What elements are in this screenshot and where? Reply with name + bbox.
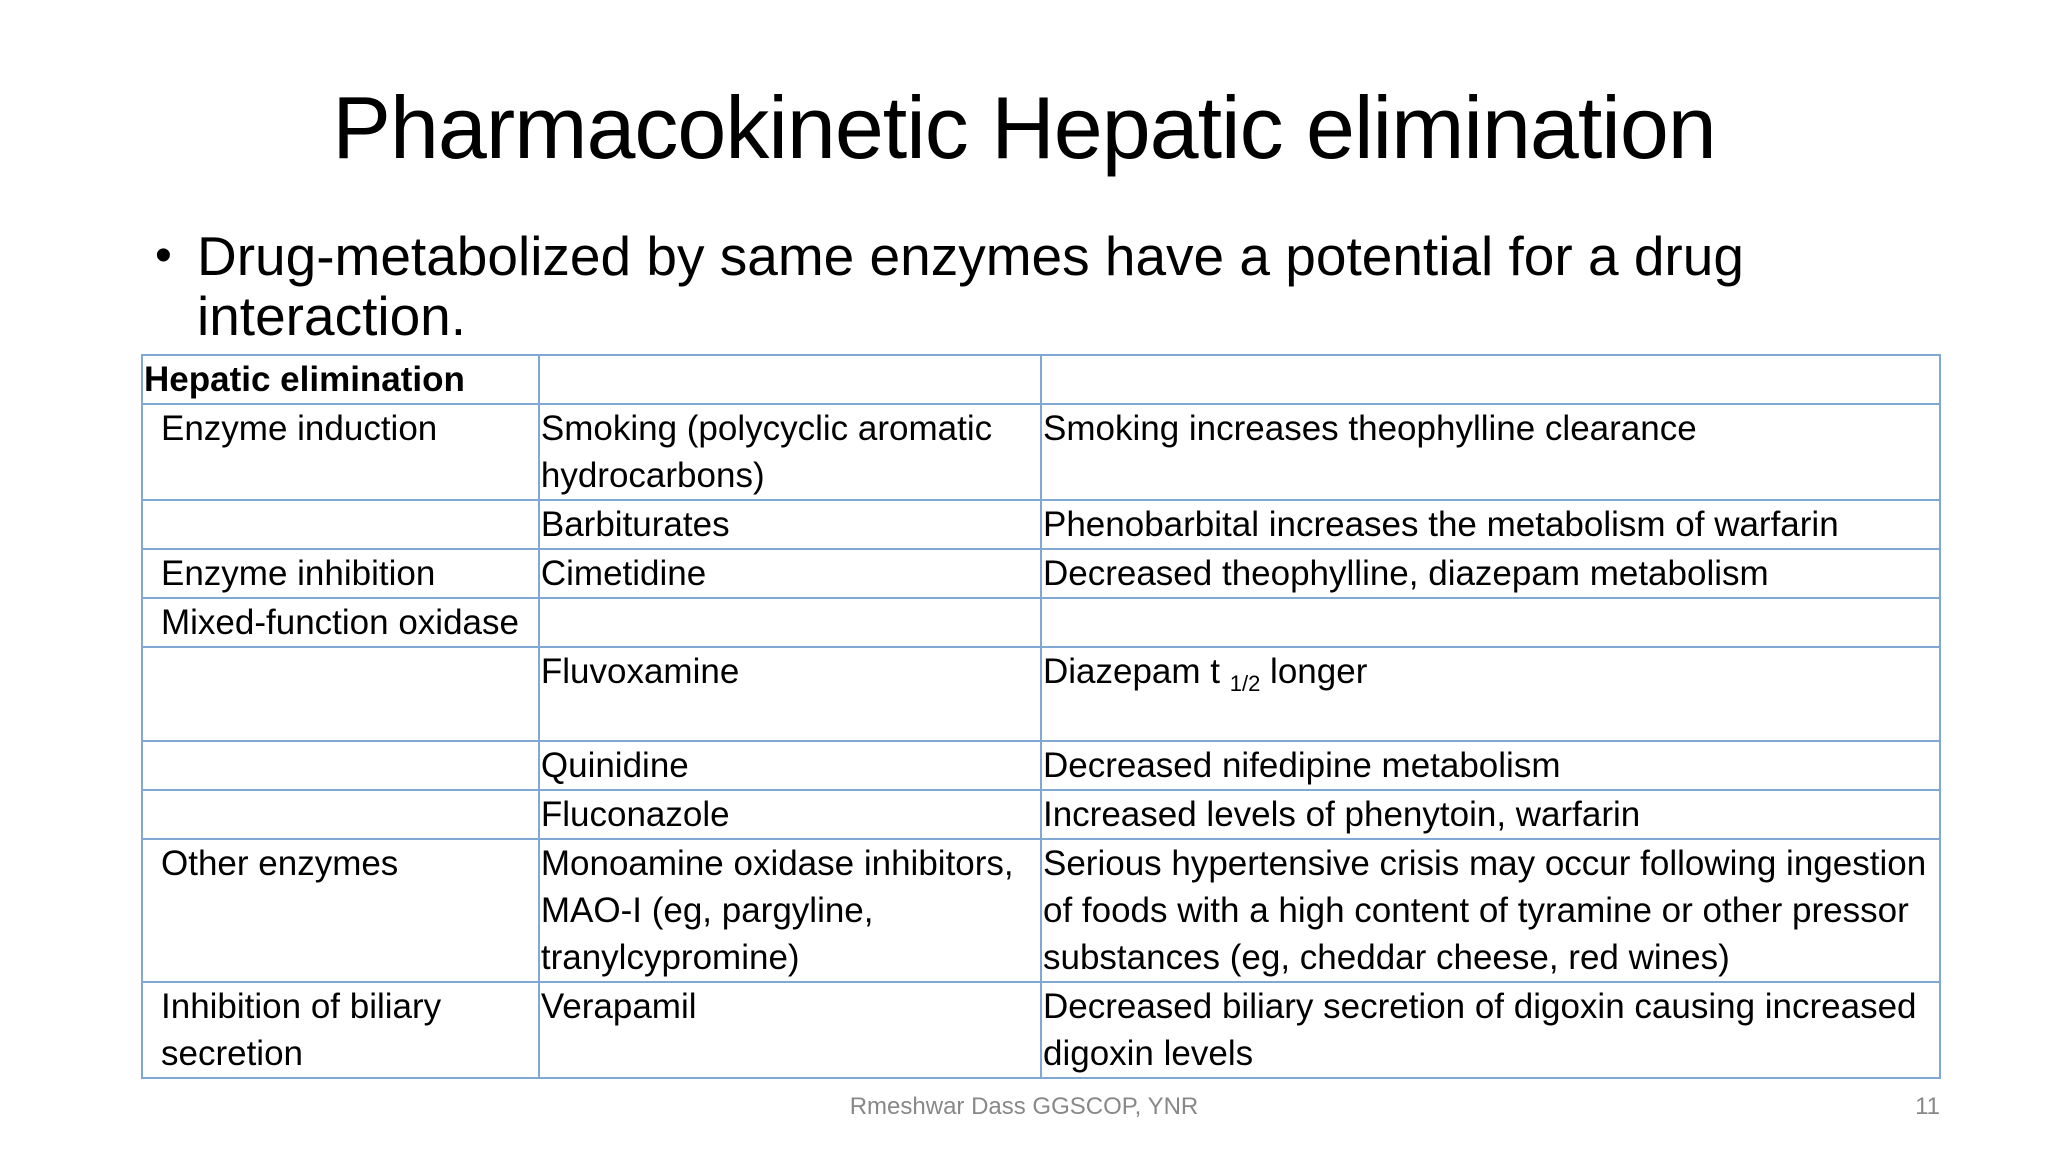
table-row [142,598,1940,647]
mechanism-cell: Enzyme induction [142,404,539,500]
table-header-cell: Hepatic elimination [142,355,539,404]
mechanism-cell: Inhibition of biliary secretion [142,982,539,1078]
table-header-cell [1041,355,1940,404]
mechanism-cell [142,790,539,839]
effect-cell [1041,647,1940,741]
footer-author: Rmeshwar Dass GGSCOP, YNR [849,1093,1199,1120]
mechanism-cell [142,647,539,741]
bullet-point [155,226,1955,346]
bullet-text: Drug-metabolized by same enzymes have a potential for a drug interaction. [197,225,1744,347]
drug-cell: Barbiturates [539,500,1041,549]
effect-cell: Decreased biliary secretion of digoxin causing increased digoxin levels [1041,982,1940,1078]
drug-cell: Quinidine [539,741,1041,790]
drug-cell: Fluconazole [539,790,1041,839]
table-row [142,790,1940,839]
drug-cell [539,598,1041,647]
table-row [142,549,1940,598]
mechanism-cell: Enzyme inhibition [142,549,539,598]
effect-text: longer [1260,652,1368,691]
drug-cell: Smoking (polycyclic aromatic hydrocarbons) [539,404,1041,500]
hepatic-elimination-table [141,354,1941,1079]
table-row [142,839,1940,982]
drug-cell: Verapamil [539,982,1041,1078]
effect-text: Diazepam t [1042,652,1230,691]
mechanism-cell: Mixed-function oxidase [142,598,539,647]
mechanism-cell [142,500,539,549]
drug-cell: Cimetidine [539,549,1041,598]
effect-cell: Smoking increases theophylline clearance [1041,404,1940,500]
table-row [142,500,1940,549]
table-row [142,647,1940,741]
effect-cell [1041,598,1940,647]
effect-cell: Decreased theophylline, diazepam metabolism [1041,549,1940,598]
slide-title: Pharmacokinetic Hepatic elimination [332,78,1716,177]
effect-cell: Increased levels of phenytoin, warfarin [1041,790,1940,839]
mechanism-cell: Other enzymes [142,839,539,982]
table-row [142,404,1940,500]
effect-cell: Serious hypertensive crisis may occur following ingestion of foods with a high content of tyramine or other pressor substances (eg, cheddar cheese, red wines) [1041,839,1940,982]
drug-cell: Monoamine oxidase inhibitors, MAO-I (eg, pargyline, tranylcypromine) [539,839,1041,982]
page-number: 11 [1915,1093,1940,1120]
half-life-subscript: 1/2 [1229,671,1261,696]
table-row [142,741,1940,790]
bullet-icon: • [155,229,172,282]
table-header-row [142,355,1940,404]
effect-cell: Decreased nifedipine metabolism [1041,741,1940,790]
drug-cell: Fluvoxamine [539,647,1041,741]
table-row [142,982,1940,1078]
table-header-cell [539,355,1041,404]
effect-cell: Phenobarbital increases the metabolism of warfarin [1041,500,1940,549]
mechanism-cell [142,741,539,790]
